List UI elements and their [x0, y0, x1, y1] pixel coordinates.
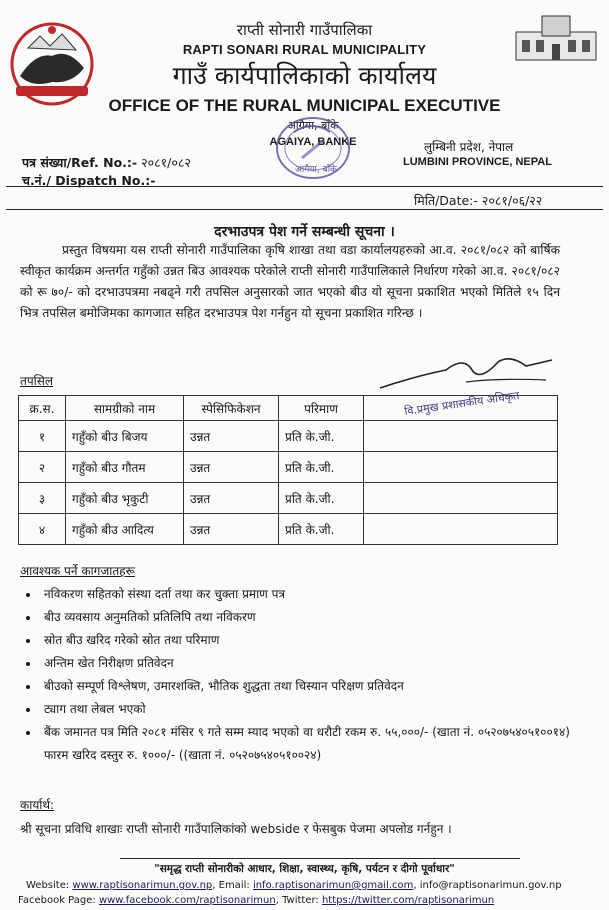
- cell-item-name: गहुँको बीउ भृकुटी: [66, 483, 184, 514]
- cell-sn: ४: [19, 514, 66, 545]
- cell-blank: [364, 483, 558, 514]
- cell-blank: [364, 452, 558, 483]
- dispatch-no: च.नं./ Dispatch No.:-: [22, 173, 156, 188]
- cell-item-name: गहुँको बीउ आदित्य: [66, 514, 184, 545]
- cell-specification: उन्नत: [184, 421, 279, 452]
- cell-blank: [364, 421, 558, 452]
- cell-specification: उन्नत: [184, 514, 279, 545]
- list-item: • बीउको सम्पूर्ण विश्लेषण, उमारशक्ति, भौतिक शुद्धता तथा चिस्यान परिक्षण प्रतिवेदन: [40, 675, 580, 698]
- cell-item-name: गहुँको बीउ गौतम: [66, 452, 184, 483]
- cell-quantity: प्रति के.जी.: [279, 514, 364, 545]
- signature: [376, 352, 572, 396]
- list-item: • ट्याग तथा लेबल भएको: [40, 698, 580, 721]
- list-item: • अन्तिम खेत निरीक्षण प्रतिवेदन: [40, 652, 580, 675]
- cell-sn: ३: [19, 483, 66, 514]
- header-english-big: OFFICE OF THE RURAL MUNICIPAL EXECUTIVE: [108, 96, 501, 115]
- header-nepali-small: राप्ती सोनारी गाउँपालिका: [236, 21, 373, 39]
- table-row: [19, 514, 558, 545]
- twitter-label: Twitter:: [282, 895, 319, 906]
- table-row: [19, 421, 558, 452]
- footer-divider: [120, 858, 520, 859]
- footer-social: Facebook Page: www.facebook.com/raptisonarimun, Twitter: https://twitter.com/raptisonarimun: [18, 895, 495, 906]
- notice-body: प्रस्तुत विषयमा यस राप्ती सोनारी गाउँपालिका कृषि शाखा तथा वडा कार्यालयहरुको आ.व. २०८१/०८२ को बार्षिक स्वीकृत कार्यक्रम अन्तर्गत गहुँको उन्नत बिउ आवश्यक परेकोले राप्ती सोनारी गाउँपालिकाले निर्धारण गरेको आ.व. २०८१/०८२ को रू ७०/- को दरभाउपत्रमा नबढ्ने गरी तपसिल अनुसारको जात भएको बीउ यो सूचना प्रकाशित भएको मितिले १५ दिन भित्र तपसिल बमोजिमका कागजात सहित दरभाउपत्र पेश गर्नहुन यो सूचना प्रकाशित गरिन्छ ।: [20, 243, 560, 320]
- list-item: • बीउ व्यवसाय अनुमतिको प्रतिलिपि तथा नविकरण: [40, 606, 580, 629]
- tapsil-label: तपसिल: [20, 374, 54, 388]
- header-english-small: RAPTI SONARI RURAL MUNICIPALITY: [182, 42, 427, 57]
- cell-quantity: प्रति के.जी.: [279, 452, 364, 483]
- email-link-2[interactable]: info@raptisonarimun.gov.np: [419, 880, 562, 891]
- website-link[interactable]: www.raptisonarimun.gov.np: [72, 880, 213, 891]
- ref-label: पत्र संख्या/Ref. No.:-: [22, 155, 138, 170]
- ref-no: [22, 154, 191, 171]
- documents-heading: आवश्यक पर्ने कागजातहरू: [20, 564, 135, 578]
- email-link-1[interactable]: info.raptisonarimun@gmail.com: [252, 880, 414, 891]
- cell-specification: उन्नत: [184, 483, 279, 514]
- footer-contact: Website: www.raptisonarimun.gov.np, Email: info.raptisonarimun@gmail.com, info@raptisonarimun.gov.np: [26, 880, 562, 891]
- notice-title: दरभाउपत्र पेश गर्ने सम्बन्धी सूचना ।: [214, 224, 395, 240]
- header-quantity: परिमाण: [279, 396, 364, 421]
- ref-value: २०८१/०८२: [141, 155, 191, 170]
- header-blank: [364, 396, 558, 421]
- header-item-name: सामग्रीको नाम: [66, 396, 184, 421]
- header-sn: क्र.स.: [19, 396, 66, 421]
- action-label: कार्यार्थ:: [20, 798, 55, 812]
- cell-sn: १: [19, 421, 66, 452]
- cell-sn: २: [19, 452, 66, 483]
- action-text: श्री सूचना प्रविधि शाखाः राप्ती सोनारी गाउँपालिकांको webside र फेसबुक पेजमा अपलोड गर्नहुन ।: [20, 822, 452, 836]
- stamp-text: आगैया, बाँके: [295, 165, 337, 175]
- table-header-row: [19, 396, 558, 421]
- date: [414, 192, 542, 209]
- cell-quantity: प्रति के.जी.: [279, 421, 364, 452]
- header-nepali-big: गाउँ कार्यपालिकाको कार्यालय: [172, 61, 437, 90]
- website-label: Website:: [26, 880, 70, 891]
- footer-slogan: "समृद्ध राप्ती सोनारीको आधार, शिक्षा, स्वास्थ्य, कृषि, पर्यटन र दीगो पूर्वाधार": [154, 863, 455, 875]
- email-label: Email:: [218, 880, 250, 891]
- facebook-link[interactable]: www.facebook.com/raptisonarimun: [98, 895, 276, 906]
- documents-list: [18, 583, 580, 767]
- date-divider: [6, 209, 603, 210]
- list-item: • बैंक जमानत पत्र मिति २०८१ मंसिर ९ गते सम्म म्याद भएको वा धरौटी रकम रु. ५५,०००/- (खाता नं. ०५२०७५४०५१००१४) फारम खरिद दस्तुर रु. १०००/- ((खाता नं. ०५२०७५४०५१००२४): [40, 721, 580, 767]
- twitter-link[interactable]: https://twitter.com/raptisonarimun: [321, 895, 495, 906]
- province-nepali: लुम्बिनी प्रदेश, नेपाल: [424, 140, 514, 154]
- date-value: २०८१/०६/२२: [481, 193, 543, 208]
- table-row: [19, 452, 558, 483]
- list-item: • स्रोत बीउ खरिद गरेको स्रोत तथा परिमाण: [40, 629, 580, 652]
- table-row: [19, 483, 558, 514]
- signature-text: वि.प्रमुख प्रशासकीय अधिकृत: [403, 389, 521, 418]
- location-english: AGAIYA, BANKE: [269, 136, 357, 148]
- cell-quantity: प्रति के.जी.: [279, 483, 364, 514]
- province-english: LUMBINI PROVINCE, NEPAL: [403, 156, 552, 168]
- cell-blank: [364, 514, 558, 545]
- cell-specification: उन्नत: [184, 452, 279, 483]
- header-divider: [6, 186, 603, 187]
- item-table: [18, 395, 558, 545]
- facebook-label: Facebook Page:: [18, 895, 96, 906]
- list-item: • नविकरण सहितको संस्था दर्ता तथा कर चुक्ता प्रमाण पत्र: [40, 583, 580, 606]
- header-specification: स्पेसिफिकेशन: [184, 396, 279, 421]
- location-nepali: आगैया, बाँके: [287, 119, 339, 132]
- cell-item-name: गहुँको बीउ बिजय: [66, 421, 184, 452]
- date-label: मिति/Date:-: [414, 193, 478, 208]
